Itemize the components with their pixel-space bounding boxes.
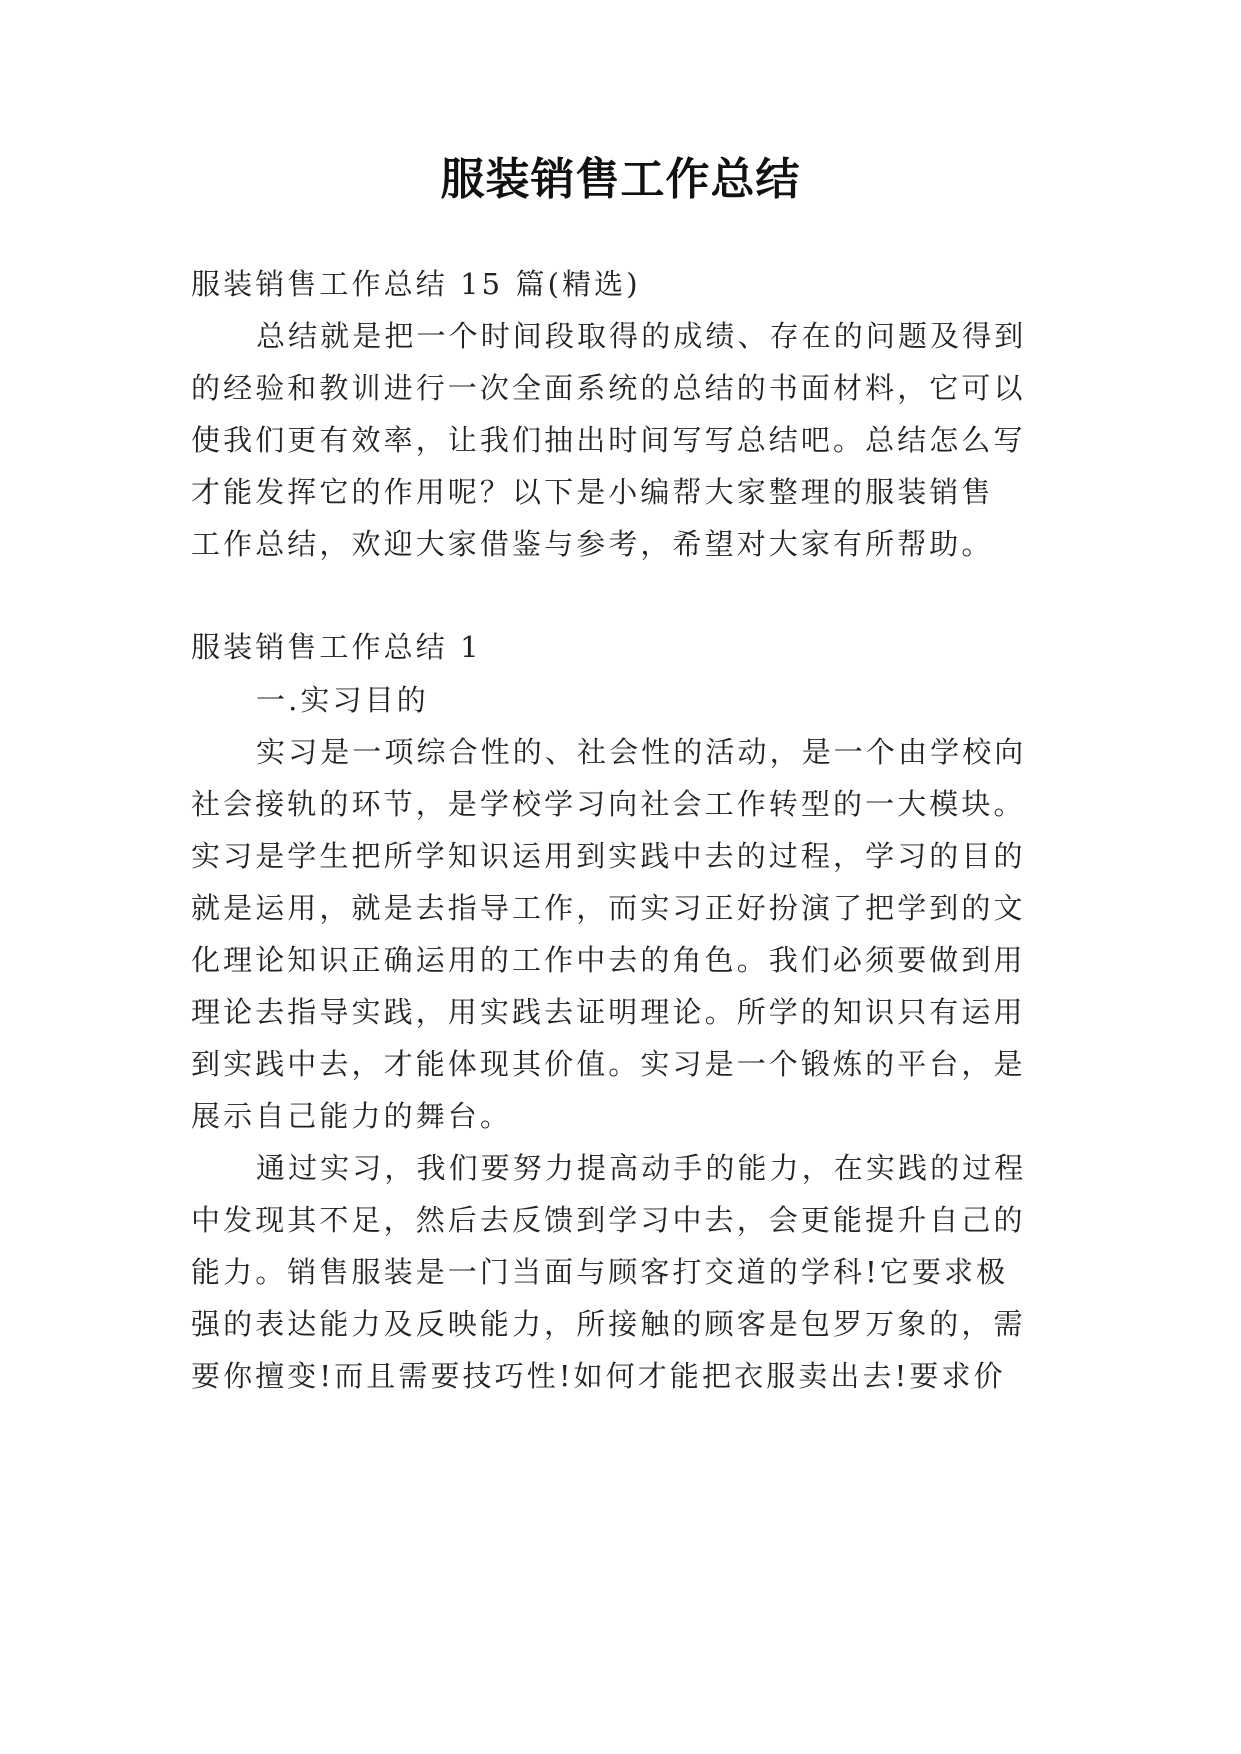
paragraph-line: 到实践中去，才能体现其价值。实习是一个锻炼的平台，是 bbox=[191, 1047, 1026, 1081]
paragraph-line: 展示自己能力的舞台。 bbox=[191, 1099, 513, 1133]
paragraph-line: 就是运用，就是去指导工作，而实习正好扮演了把学到的文 bbox=[191, 891, 1026, 925]
document-subtitle: 服装销售工作总结 15 篇(精选) bbox=[191, 267, 641, 301]
section-heading: 服装销售工作总结 1 bbox=[191, 630, 482, 664]
intro-line: 工作总结，欢迎大家借鉴与参考，希望对大家有所帮助。 bbox=[191, 527, 994, 561]
paragraph-line: 强的表达能力及反映能力，所接触的顾客是包罗万象的，需 bbox=[191, 1307, 1026, 1341]
paragraph-line: 能力。销售服装是一门当面与顾客打交道的学科!它要求极 bbox=[191, 1255, 1009, 1289]
section-subheading: 一.实习目的 bbox=[256, 683, 429, 717]
document-title: 服装销售工作总结 bbox=[440, 154, 801, 205]
paragraph-line: 中发现其不足，然后去反馈到学习中去，会更能提升自己的 bbox=[191, 1203, 1026, 1237]
paragraph-line: 通过实习，我们要努力提高动手的能力，在实践的过程 bbox=[256, 1151, 1027, 1185]
intro-line: 才能发挥它的作用呢？以下是小编帮大家整理的服装销售 bbox=[191, 475, 994, 509]
paragraph-line: 社会接轨的环节，是学校学习向社会工作转型的一大模块。 bbox=[191, 787, 1026, 821]
paragraph-line: 化理论知识正确运用的工作中去的角色。我们必须要做到用 bbox=[191, 943, 1026, 977]
paragraph-line: 要你擅变!而且需要技巧性!如何才能把衣服卖出去!要求价 bbox=[191, 1359, 1006, 1393]
paragraph-line: 实习是一项综合性的、社会性的活动，是一个由学校向 bbox=[256, 735, 1027, 769]
intro-line: 的经验和教训进行一次全面系统的总结的书面材料，它可以 bbox=[191, 371, 1026, 405]
intro-line: 使我们更有效率，让我们抽出时间写写总结吧。总结怎么写 bbox=[191, 423, 1026, 457]
paragraph-line: 理论去指导实践，用实践去证明理论。所学的知识只有运用 bbox=[191, 995, 1026, 1029]
paragraph-line: 实习是学生把所学知识运用到实践中去的过程，学习的目的 bbox=[191, 839, 1026, 873]
intro-line: 总结就是把一个时间段取得的成绩、存在的问题及得到 bbox=[256, 319, 1027, 353]
